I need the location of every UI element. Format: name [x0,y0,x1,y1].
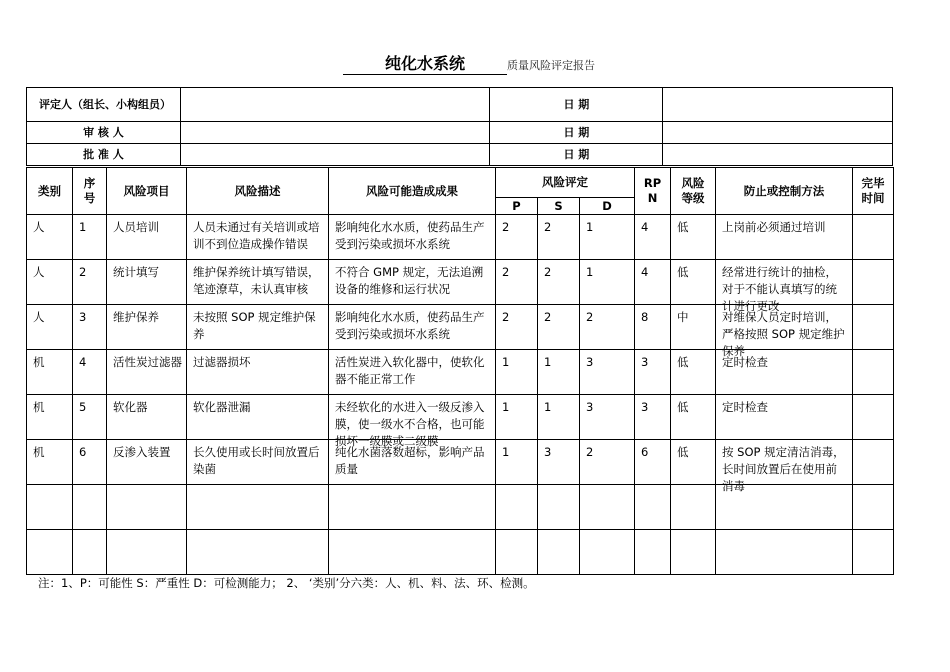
cell-p-text: 2 [502,220,510,234]
cell-desc [187,305,329,350]
risk-table [26,167,894,575]
cell-d-text: 2 [586,310,594,324]
col-d: D [580,198,635,215]
col-eval: 风险评定 [496,168,635,198]
signature-label: 审 核 人 [27,122,181,144]
cell-p-text: 1 [502,445,510,459]
signature-row [27,144,893,166]
cell-done [853,530,894,575]
col-rpn-label: RPN [643,176,662,205]
cell-desc [187,530,329,575]
cell-desc [187,260,329,305]
cell-measure [716,350,853,395]
cell-s-text: 2 [544,265,552,279]
cell-p [496,530,538,575]
cell-d-text: 3 [586,400,594,414]
cell-measure-text: 经常进行统计的抽检，对于不能认真填写的统计进行更改 [722,265,838,313]
cell-rpn [635,350,671,395]
cell-desc [187,395,329,440]
cell-level-text: 中 [677,310,689,324]
cell-s [538,260,580,305]
cell-category-text: 人 [33,220,45,234]
cell-d [580,485,635,530]
cell-seq [73,440,107,485]
cell-result [329,530,496,575]
cell-done [853,485,894,530]
cell-s-text: 2 [544,220,552,234]
cell-done [853,395,894,440]
cell-measure [716,260,853,313]
risk-row [27,440,894,485]
cell-rpn [635,215,671,260]
risk-row [27,395,894,440]
cell-s [538,395,580,440]
cell-category [27,395,73,440]
cell-desc-text: 过滤器损坏 [193,355,251,369]
cell-item [107,440,187,485]
risk-row [27,260,894,305]
cell-level-text: 低 [677,355,689,369]
cell-category [27,305,73,350]
cell-rpn [635,395,671,440]
cell-seq [73,260,107,305]
cell-d-text: 1 [586,265,594,279]
col-p: P [496,198,538,215]
cell-measure [716,305,853,358]
cell-seq-text: 3 [79,310,87,324]
cell-result-text: 活性炭进入软化器中，使软化器不能正常工作 [335,355,485,386]
cell-result [329,260,496,305]
cell-s-text: 1 [544,400,552,414]
cell-p-text: 2 [502,265,510,279]
cell-d [580,395,635,440]
cell-d [580,260,635,305]
cell-item [107,215,187,260]
cell-d [580,440,635,485]
cell-category-text: 机 [33,445,45,459]
cell-category [27,440,73,485]
signature-table [26,87,893,166]
cell-result-text: 不符合 GMP 规定，无法追溯设备的维修和运行状况 [335,265,484,296]
cell-p-text: 1 [502,355,510,369]
cell-p [496,305,538,350]
cell-p-text: 1 [502,400,510,414]
cell-seq [73,350,107,395]
col-item: 风险项目 [107,168,187,215]
cell-measure-text: 定时检查 [722,355,769,369]
cell-item-text: 维护保养 [113,310,159,324]
cell-item [107,260,187,305]
cell-level [671,260,716,305]
cell-desc-text: 人员未通过有关培训或培训不到位造成操作错误 [193,220,320,251]
cell-rpn-text: 4 [641,220,649,234]
cell-p [496,440,538,485]
col-rpn [635,168,671,215]
cell-measure [716,440,853,493]
cell-rpn-text: 8 [641,310,649,324]
signature-value[interactable] [180,144,490,166]
cell-s [538,530,580,575]
risk-row [27,485,894,530]
cell-desc [187,215,329,260]
signature-row [27,122,893,144]
col-desc: 风险描述 [187,168,329,215]
cell-result [329,215,496,260]
cell-category [27,260,73,305]
risk-row [27,305,894,350]
cell-level-text: 低 [677,445,689,459]
date-label: 日 期 [490,88,663,122]
cell-level [671,350,716,395]
cell-rpn-text: 6 [641,445,649,459]
cell-desc [187,485,329,530]
cell-level [671,215,716,260]
cell-measure [716,530,853,575]
cell-p [496,260,538,305]
report-subtitle: 质量风险评定报告 [507,59,595,72]
cell-result-text: 未经软化的水进入一级反渗入膜，使一级水不合格，也可能损坏一级膜或二级膜 [335,400,485,448]
col-done [853,168,894,215]
signature-value[interactable] [180,122,490,144]
cell-p [496,395,538,440]
cell-measure-text: 对维保人员定时培训，严格按照 SOP 规定维护保养 [722,310,845,358]
cell-result [329,305,496,350]
col-seq [73,168,107,215]
cell-desc-text: 未按照 SOP 规定维护保养 [193,310,316,341]
col-level-label: 风险等级 [681,176,705,205]
cell-s [538,440,580,485]
cell-rpn [635,530,671,575]
cell-result [329,350,496,395]
cell-category [27,350,73,395]
footnote: 注：1、P：可能性 S：严重性 D：可检测能力； 2、 ‘类别’分六类：人、机、料、法、环、检测。 [38,576,535,590]
cell-measure [716,215,853,260]
cell-item [107,395,187,440]
cell-p [496,350,538,395]
cell-seq-text: 4 [79,355,87,369]
cell-rpn [635,440,671,485]
report-title [0,54,950,78]
risk-row [27,530,894,575]
cell-seq-text: 1 [79,220,87,234]
cell-seq-text: 6 [79,445,87,459]
cell-item-text: 人员培训 [113,220,159,234]
cell-item-text: 反渗入装置 [113,445,171,459]
col-measure: 防止或控制方法 [716,168,853,215]
cell-s [538,350,580,395]
col-s: S [538,198,580,215]
cell-p-text: 2 [502,310,510,324]
cell-d-text: 2 [586,445,594,459]
cell-level-text: 低 [677,220,689,234]
risk-row [27,215,894,260]
cell-s-text: 2 [544,310,552,324]
cell-d [580,350,635,395]
cell-p [496,485,538,530]
cell-measure [716,395,853,440]
signature-label: 评定人（组长、小构组员） [27,88,181,122]
cell-level [671,305,716,350]
cell-category [27,215,73,260]
cell-desc-text: 维护保养统计填写错误，笔迹潦草，未认真审核 [193,265,320,296]
cell-item-text: 统计填写 [113,265,159,279]
cell-seq [73,530,107,575]
cell-rpn-text: 3 [641,400,649,414]
cell-seq-text: 2 [79,265,87,279]
cell-measure-text: 按 SOP 规定清洁消毒，长时间放置后在使用前消毒 [722,445,845,493]
cell-done [853,350,894,395]
cell-done [853,440,894,485]
cell-done [853,215,894,260]
col-result: 风险可能造成成果 [329,168,496,215]
cell-level-text: 低 [677,265,689,279]
cell-measure-text: 上岗前必须通过培训 [722,220,826,234]
cell-item [107,485,187,530]
date-label: 日 期 [490,144,663,166]
date-label: 日 期 [490,122,663,144]
cell-desc [187,350,329,395]
cell-item-text: 软化器 [113,400,148,414]
cell-seq [73,395,107,440]
cell-seq [73,215,107,260]
cell-desc-text: 软化器泄漏 [193,400,251,414]
cell-result [329,485,496,530]
cell-s-text: 1 [544,355,552,369]
cell-s-text: 3 [544,445,552,459]
cell-item [107,350,187,395]
cell-d-text: 3 [586,355,594,369]
signature-value[interactable] [180,88,490,122]
cell-s [538,305,580,350]
cell-category [27,530,73,575]
cell-desc-text: 长久使用或长时间放置后染菌 [193,445,320,476]
cell-d [580,215,635,260]
date-value[interactable] [663,88,893,122]
signature-label: 批 准 人 [27,144,181,166]
cell-item [107,530,187,575]
cell-item-text: 活性炭过滤器 [113,355,182,369]
cell-level [671,395,716,440]
cell-rpn-text: 4 [641,265,649,279]
cell-result-text: 影响纯化水水质，使药品生产受到污染或损坏水系统 [335,310,485,341]
cell-done [853,260,894,305]
cell-seq [73,305,107,350]
risk-row [27,350,894,395]
cell-rpn [635,485,671,530]
cell-desc [187,440,329,485]
cell-d [580,305,635,350]
cell-level [671,440,716,485]
cell-level-text: 低 [677,400,689,414]
cell-category-text: 人 [33,310,45,324]
cell-seq [73,485,107,530]
col-done-label: 完毕时间 [861,176,885,205]
cell-item [107,305,187,350]
col-category: 类别 [27,168,73,215]
date-value[interactable] [663,122,893,144]
system-name: 纯化水系统 [343,54,507,75]
cell-seq-text: 5 [79,400,87,414]
col-seq-label: 序号 [83,176,96,205]
cell-category [27,485,73,530]
cell-p [496,215,538,260]
cell-level [671,530,716,575]
cell-level [671,485,716,530]
cell-category-text: 人 [33,265,45,279]
cell-d [580,530,635,575]
cell-result-text: 影响纯化水水质，使药品生产受到污染或损坏水系统 [335,220,485,251]
cell-rpn [635,260,671,305]
cell-done [853,305,894,350]
col-level [671,168,716,215]
cell-result [329,440,496,485]
cell-category-text: 机 [33,400,45,414]
cell-rpn-text: 3 [641,355,649,369]
cell-measure-text: 定时检查 [722,400,769,414]
cell-s [538,215,580,260]
cell-rpn [635,305,671,350]
cell-category-text: 机 [33,355,45,369]
cell-result-text: 纯化水菌落数超标，影响产品质量 [335,445,485,476]
signature-row [27,88,893,122]
date-value[interactable] [663,144,893,166]
cell-s [538,485,580,530]
cell-result [329,395,496,448]
cell-d-text: 1 [586,220,594,234]
